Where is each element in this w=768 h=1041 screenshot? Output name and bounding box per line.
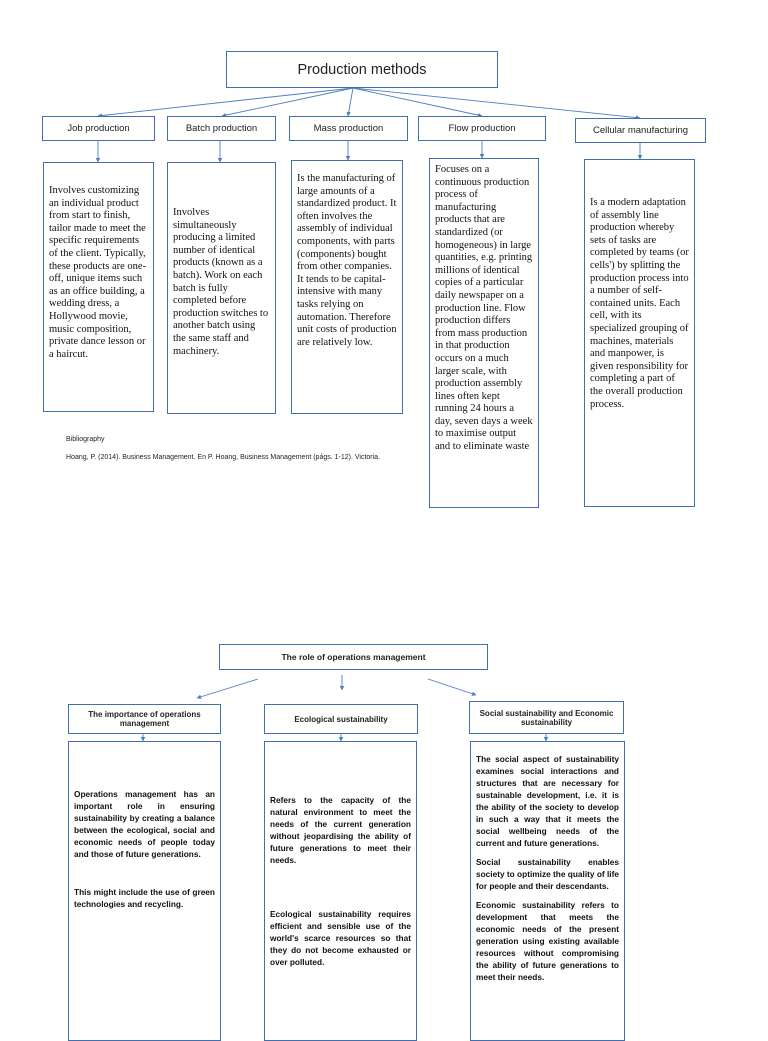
social-paragraph: Social sustainability enables society to optimize the quality of life for people and their descendants. (476, 857, 619, 891)
batch-production-description: Involves simultaneously producing a limited number of identical products (known as a batch). Work on each batch is fully completed before production switches to another batch using the same staff and machinery. (167, 162, 276, 414)
arrow-title-to-mass (348, 88, 353, 116)
importance-description (68, 741, 221, 1041)
social-economic-description (470, 741, 625, 1041)
operations-management-title: The role of operations management (219, 644, 488, 670)
bibliography-heading: Bibliography (66, 436, 105, 443)
arrow-title-to-job (98, 88, 353, 116)
batch-production-header: Batch production (167, 116, 276, 141)
arrow-role-to-importance (197, 679, 258, 698)
mass-production-description: Is the manufacturing of large amounts of a standardized product. It often involves the assembly of individual components, with parts (components) bought from other companies. It tends to be capital-intensive with many tasks relying on automation. Therefore unit costs of production are relatively low. (291, 160, 403, 414)
job-production-description: Involves customizing an individual product from start to finish, tailor made to meet the specific requirements of the client. Typically, these products are one-off, unique items such as an office building, a wedding dress, a Hollywood movie, music composition, private dance lesson or a haircut. (43, 162, 154, 412)
cellular-manufacturing-description: Is a modern adaptation of assembly line production whereby sets of tasks are completed by teams (or cells') by splitting the production process into a number of self-contained units. Each cell, with its specialized grouping of machines, materials and manpower, is given responsibility for completing a part of the overall production process. (584, 159, 695, 507)
arrow-title-to-flow (353, 88, 482, 116)
arrow-title-to-batch (222, 88, 353, 116)
social-paragraph: The social aspect of sustainability examines social interactions and structures that are necessary for sustainable development, i.e. it is the ability of the society to develop in such a way that it meets the social wellbeing needs of the current and future generations. (476, 754, 619, 848)
arrow-title-to-cellular (353, 88, 640, 118)
job-production-header: Job production (42, 116, 155, 141)
importance-paragraph: Operations management has an important role in ensuring sustainability by creating a balance between the ecological, social and economic needs of people today and those of future generations. (74, 789, 215, 859)
cellular-manufacturing-header: Cellular manufacturing (575, 118, 706, 143)
ecological-header: Ecological sustainability (264, 704, 418, 734)
ecological-paragraph: Refers to the capacity of the natural environment to meet the needs of the current generation without jeopardising the ability of future generations to meet their needs. (270, 795, 411, 865)
social-economic-header: Social sustainability and Economic sustainability (469, 701, 624, 734)
flow-production-header: Flow production (418, 116, 546, 141)
importance-paragraph: This might include the use of green technologies and recycling. (74, 887, 215, 909)
ecological-description (264, 741, 417, 1041)
bibliography-entry: Hoang, P. (2014). Business Management. En P. Hoang, Business Management (págs. 1-12). Victoria. (66, 454, 381, 461)
importance-header: The importance of operations management (68, 704, 221, 734)
economic-paragraph: Economic sustainability refers to development that meets the economic needs of the present generation using existing available resources without compromising the ability of future generations to meet their needs. (476, 900, 619, 982)
ecological-paragraph: Ecological sustainability requires efficient and sensible use of the world's scarce resources so that they do not become exhausted or over polluted. (270, 909, 411, 967)
production-methods-title: Production methods (226, 51, 498, 88)
flow-production-description: Focuses on a continuous production process of manufacturing products that are standardized (or homogeneous) in large quantities, e.g. printing millions of identical copies of a particular daily newspaper on a production line. Flow production differs from mass production in that production occurs on a much larger scale, with production assembly lines often kept running 24 hours a day, seven days a week to maximise output and to eliminate waste (429, 158, 539, 508)
arrow-role-to-social (428, 679, 476, 695)
mass-production-header: Mass production (289, 116, 408, 141)
